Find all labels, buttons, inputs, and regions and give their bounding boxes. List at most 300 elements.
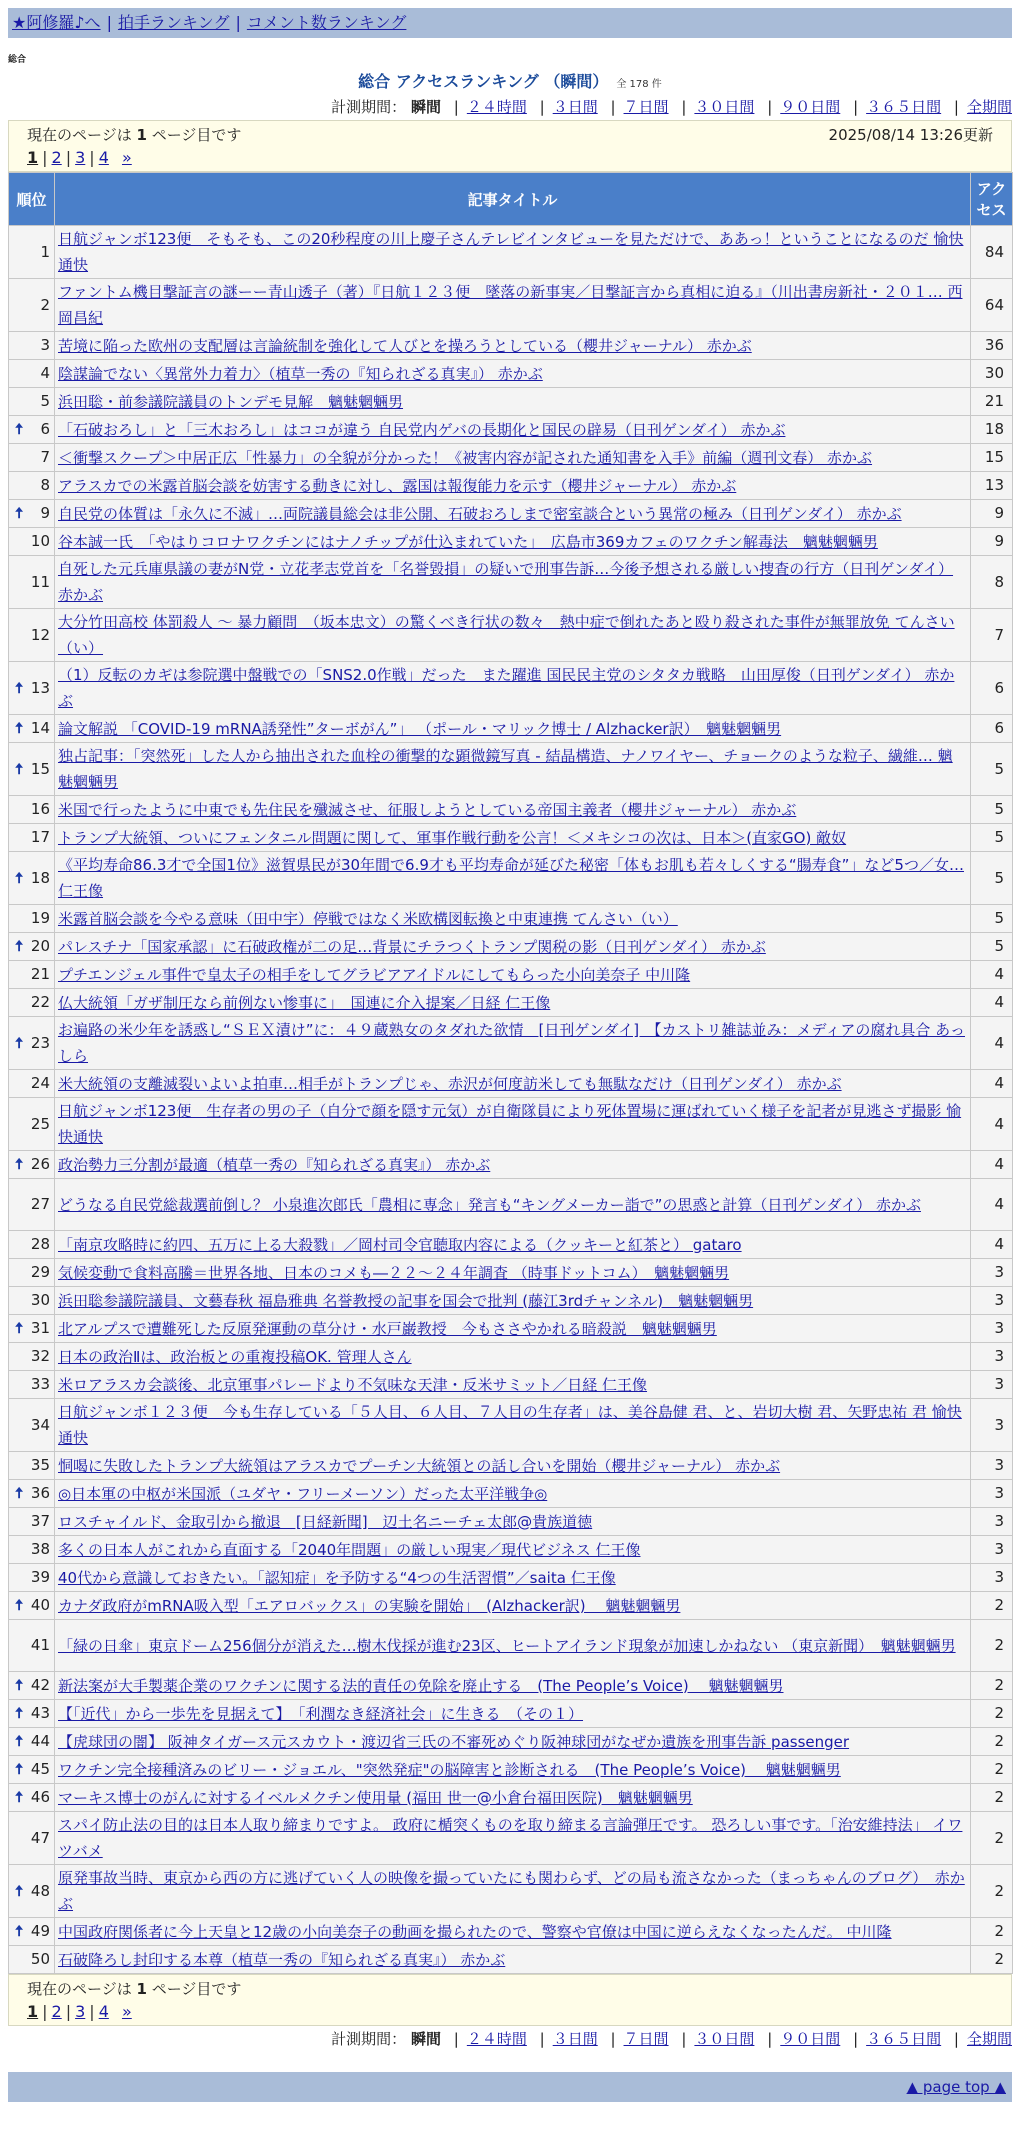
table-row — [9, 1480, 1013, 1508]
table-row — [9, 1287, 1013, 1315]
rank-number: 10 — [30, 532, 50, 550]
table-row — [9, 662, 1013, 715]
rank-up-arrow-icon: 🠅 — [15, 937, 24, 955]
title-header: 記事タイトル — [55, 173, 971, 226]
article-link[interactable]: 苦境に陥った欧州の支配層は言論統制を強化して人びとを操ろうとしている（櫻井ジャーナル） 赤かぶ — [58, 336, 752, 355]
rank-number: 42 — [30, 1676, 50, 1694]
title-cell — [55, 1672, 971, 1700]
table-row — [9, 444, 1013, 472]
access-count: 6 — [971, 662, 1013, 715]
rank-cell — [9, 1865, 55, 1918]
table-row — [9, 1564, 1013, 1592]
table-row — [9, 1070, 1013, 1098]
rank-cell — [9, 715, 55, 743]
rank-number: 24 — [30, 1074, 50, 1092]
access-count: 6 — [971, 715, 1013, 743]
rank-number: 17 — [30, 828, 50, 846]
access-count: 36 — [971, 332, 1013, 360]
rank-up-arrow-icon: 🠅 — [15, 1788, 24, 1806]
rank-number: 18 — [30, 868, 50, 887]
table-row — [9, 1672, 1013, 1700]
rank-up-arrow-icon: 🠅 — [15, 1155, 24, 1173]
period-selector-bottom: 計測期間： 瞬間 | ２４時間 | ３日間 | ７日間 | ３０日間 | ９０日間 | ３６５日間 | 全期間 — [331, 2030, 1012, 2048]
access-count: 64 — [971, 279, 1013, 332]
article-link[interactable]: 中国政府関係者に今上天皇と12歳の小向美奈子の動画を撮られたので、警察や官僚は中国に逆らえなくなったんだ。 中川隆 — [58, 1922, 892, 1941]
article-link[interactable]: 自死した元兵庫県議の妻がN党・立花孝志党首を「名誉毀損」の疑いで刑事告訴…今後予想される厳しい捜査の行方（日刊ゲンダイ） 赤かぶ — [58, 560, 954, 604]
title-cell — [55, 528, 971, 556]
table-row — [9, 1371, 1013, 1399]
rank-number: 4 — [40, 364, 50, 382]
table-row — [9, 1592, 1013, 1620]
article-link[interactable]: マーキス博士のがんに対するイベルメクチン使用量 (福田 世一@小倉台福田医院) 魑魅魍魎男 — [58, 1788, 693, 1807]
rank-cell — [9, 1179, 55, 1231]
period-7d-link[interactable]: ７日間 — [623, 2030, 669, 2048]
table-row — [9, 1812, 1013, 1865]
rank-cell — [9, 609, 55, 662]
article-link[interactable]: 米国で行ったように中東でも先住民を殲滅させ、征服しようとしている帝国主義者（櫻井ジャーナル） 赤かぶ — [58, 800, 797, 819]
period-all-link[interactable]: 全期間 — [966, 2030, 1012, 2048]
title-cell — [55, 1151, 971, 1179]
access-count: 4 — [971, 989, 1013, 1017]
rank-cell — [9, 1231, 55, 1259]
title-cell — [55, 715, 971, 743]
rank-cell — [9, 1700, 55, 1728]
rank-number: 34 — [30, 1415, 50, 1434]
title-cell — [55, 796, 971, 824]
period-30d-link[interactable]: ３０日間 — [694, 2030, 755, 2048]
rank-cell — [9, 1287, 55, 1315]
pagination-top: 現在のページは 1 ページ目です 2025/08/14 13:26更新 1 | 2 | 3 | 4 » — [8, 120, 1012, 172]
period-365d-link[interactable]: ３６５日間 — [866, 2030, 942, 2048]
article-link[interactable]: 政治勢力三分割が最適（植草一秀の『知られざる真実』） 赤かぶ — [58, 1155, 491, 1174]
table-row — [9, 1179, 1013, 1231]
period-90d-link[interactable]: ９０日間 — [780, 2030, 841, 2048]
table-row — [9, 1946, 1013, 1974]
title-cell — [55, 1315, 971, 1343]
access-count: 2 — [971, 1620, 1013, 1672]
title-cell — [55, 360, 971, 388]
table-row — [9, 961, 1013, 989]
article-link[interactable]: ワクチン完全接種済みのビリー・ジョエル、"突然発症"の脳障害と診断される (The People’s Voice) 魑魅魍魎男 — [58, 1760, 841, 1779]
access-count: 21 — [971, 388, 1013, 416]
rank-cell — [9, 472, 55, 500]
table-row — [9, 1865, 1013, 1918]
updated-timestamp: 2025/08/14 13:26更新 — [828, 126, 993, 144]
title-cell — [55, 1536, 971, 1564]
period-7d-link[interactable]: ７日間 — [623, 98, 669, 116]
access-count: 2 — [971, 1756, 1013, 1784]
article-link[interactable]: カナダ政府がmRNA吸入型「エアロバックス」の実験を開始」 (Alzhacker訳) 魑魅魍魎男 — [58, 1596, 681, 1615]
page-3-link[interactable]: 3 — [75, 148, 86, 167]
access-count: 3 — [971, 1564, 1013, 1592]
rank-cell — [9, 743, 55, 796]
top-nav-bar — [8, 8, 1012, 38]
rank-number: 3 — [40, 336, 50, 354]
nav-separator: | — [106, 13, 112, 32]
rank-cell — [9, 1592, 55, 1620]
rank-number: 47 — [30, 1828, 50, 1847]
rank-up-arrow-icon: 🠅 — [15, 1881, 24, 1900]
article-link[interactable]: 「緑の日傘」東京ドーム256個分が消えた…樹木伐採が進む23区、ヒートアイランド現象が加速しかねない （東京新聞） 魑魅魍魎男 — [58, 1636, 956, 1655]
rank-cell — [9, 1812, 55, 1865]
article-link[interactable]: 《平均寿命86.3才で全国1位》滋賀県民が30年間で6.9才も平均寿命が延びた秘密「体もお肌も若々しくする“腸寿食”」など5つ／女… 仁王像 — [58, 856, 964, 900]
rank-up-arrow-icon: 🠅 — [15, 1732, 24, 1750]
rank-number: 15 — [30, 759, 50, 778]
table-row — [9, 556, 1013, 609]
article-link[interactable]: ＜衝撃スクープ＞中居正広「性暴力」の全貌が分かった！《被害内容が記された通知書を入手》前編（週刊文春） 赤かぶ — [58, 448, 873, 467]
ranking-table — [8, 172, 1013, 1974]
article-link[interactable]: ロスチャイルド、金取引から撤退 [日経新聞] 辺土名ニーチェ太郎@貴族道徳 — [58, 1512, 593, 1531]
rank-cell — [9, 1017, 55, 1070]
period-90d-link[interactable]: ９０日間 — [780, 98, 841, 116]
rank-number: 13 — [30, 678, 50, 697]
article-link[interactable]: パレスチナ「国家承認」に石破政権が二の足…背景にチラつくトランプ関税の影（日刊ゲンダイ） 赤かぶ — [58, 937, 766, 956]
access-count: 5 — [971, 796, 1013, 824]
article-link[interactable]: ファントム機目撃証言の謎ーー青山透子（著）『日航１２３便 墜落の新事実／目撃証言から真相に迫る』（川出書房新社・２０１… 西岡昌紀 — [58, 283, 963, 327]
access-count: 3 — [971, 1343, 1013, 1371]
rank-cell — [9, 1259, 55, 1287]
article-link[interactable]: 「南京攻略時に約四、五万に上る大殺戮」／岡村司令官聴取内容による（クッキーと紅茶と） gataro — [58, 1235, 742, 1254]
period-24h-link[interactable]: ２４時間 — [466, 2030, 527, 2048]
rank-number: 31 — [30, 1319, 50, 1337]
access-count: 2 — [971, 1946, 1013, 1974]
rank-cell — [9, 662, 55, 715]
title-cell — [55, 1399, 971, 1452]
rank-up-arrow-icon: 🠅 — [15, 1596, 24, 1614]
article-link[interactable]: アラスカでの米露首脳会談を妨害する動きに対し、露国は報復能力を示す（櫻井ジャーナル） 赤かぶ — [58, 476, 737, 495]
table-row — [9, 715, 1013, 743]
rank-up-arrow-icon: 🠅 — [15, 1033, 24, 1052]
access-count: 4 — [971, 1179, 1013, 1231]
period-label: 計測期間： — [331, 2030, 407, 2048]
article-link[interactable]: お遍路の米少年を誘惑し“ＳＥＸ漬け”に：４９蔵熟女のタダれた欲情 [日刊ゲンダイ] 【カストリ雑誌並み：メディアの腐れ具合 あっしら — [58, 1021, 965, 1065]
title-cell — [55, 662, 971, 715]
access-count: 2 — [971, 1812, 1013, 1865]
access-count: 3 — [971, 1371, 1013, 1399]
article-link[interactable]: 日航ジャンボ123便 そもそも、この20秒程度の川上慶子さんテレビインタビューを見ただけで、ああっ！ということになるのだ 愉快通快 — [58, 230, 964, 274]
next-page-link[interactable]: » — [121, 148, 132, 167]
access-count: 2 — [971, 1728, 1013, 1756]
rank-number: 21 — [30, 965, 50, 983]
table-row — [9, 1536, 1013, 1564]
title-cell — [55, 1812, 971, 1865]
title-cell — [55, 1918, 971, 1946]
article-link[interactable]: スパイ防止法の目的は日本人取り締まりですよ。 政府に楯突くものを取り締まる言論弾圧です。 恐ろしい事です。「治安維持法」 イワツバメ — [58, 1816, 963, 1860]
article-link[interactable]: 米露首脳会談を今やる意味（田中宇）停戦ではなく米欧構図転換と中東連携 てんさい（い） — [58, 909, 678, 928]
rank-number: 30 — [30, 1291, 50, 1309]
rank-number: 12 — [30, 625, 50, 644]
ranking-rows — [9, 226, 1013, 1974]
title-cell — [55, 1231, 971, 1259]
rank-cell — [9, 852, 55, 905]
article-link[interactable]: 陰謀論でない〈異常外力着力〉（植草一秀の『知られざる真実』） 赤かぶ — [58, 364, 543, 383]
period-3d-link[interactable]: ３日間 — [552, 2030, 598, 2048]
rank-up-arrow-icon: 🠅 — [15, 1484, 24, 1502]
access-count: 3 — [971, 1508, 1013, 1536]
rank-number: 14 — [30, 719, 50, 737]
period-24h-link[interactable]: ２４時間 — [466, 98, 527, 116]
table-row — [9, 1315, 1013, 1343]
title-cell — [55, 961, 971, 989]
access-count: 3 — [971, 1315, 1013, 1343]
period-3d-link[interactable]: ３日間 — [552, 98, 598, 116]
rank-number: 33 — [30, 1375, 50, 1393]
rank-number: 37 — [30, 1512, 50, 1530]
period-all-link[interactable]: 全期間 — [966, 98, 1012, 116]
applause-ranking-link[interactable]: 拍手ランキング — [117, 13, 230, 32]
rank-up-arrow-icon: 🠅 — [15, 1704, 24, 1722]
rank-number: 45 — [30, 1760, 50, 1778]
rank-number: 7 — [40, 448, 50, 466]
rank-cell — [9, 1480, 55, 1508]
rank-cell — [9, 796, 55, 824]
access-count: 3 — [971, 1480, 1013, 1508]
rank-cell — [9, 1946, 55, 1974]
table-row — [9, 1343, 1013, 1371]
rank-up-arrow-icon: 🠅 — [15, 420, 24, 438]
access-count: 3 — [971, 1536, 1013, 1564]
rank-cell — [9, 360, 55, 388]
period-365d-link[interactable]: ３６５日間 — [866, 98, 942, 116]
article-link[interactable]: 論文解説 「COVID-19 mRNA誘発性”ターボがん”」 （ポール・マリック博士 / Alzhacker訳） 魑魅魍魎男 — [58, 719, 782, 738]
page-status: 現在のページは 1 ページ目です — [27, 126, 242, 144]
access-count: 5 — [971, 743, 1013, 796]
rank-cell — [9, 933, 55, 961]
rank-cell — [9, 1452, 55, 1480]
table-row — [9, 1098, 1013, 1151]
table-row — [9, 905, 1013, 933]
page-1-link[interactable]: 1 — [27, 148, 39, 167]
title-cell — [55, 556, 971, 609]
access-count: 2 — [971, 1865, 1013, 1918]
rank-number: 44 — [30, 1732, 50, 1750]
rank-cell — [9, 1151, 55, 1179]
title-cell — [55, 1700, 971, 1728]
page-4-link[interactable]: 4 — [98, 148, 109, 167]
access-count: 2 — [971, 1672, 1013, 1700]
rank-cell — [9, 500, 55, 528]
title-cell — [55, 609, 971, 662]
article-link[interactable]: 北アルプスで遭難死した反原発運動の草分け・水戸巌教授 今もささやかれる暗殺説 魑魅魍魎男 — [58, 1319, 717, 1338]
title-cell — [55, 1343, 971, 1371]
rank-number: 27 — [30, 1195, 50, 1213]
comment-ranking-link[interactable]: コメント数ランキング — [246, 13, 407, 32]
article-link[interactable]: 日航ジャンボ123便 生存者の男の子（自分で顔を隠す元気）が自衛隊員により死体置場に運ばれていく様子を記者が見逃さず撮影 愉快通快 — [58, 1102, 962, 1146]
period-label: 計測期間： — [331, 98, 407, 116]
title-cell — [55, 1098, 971, 1151]
rank-cell — [9, 1918, 55, 1946]
access-count: 2 — [971, 1784, 1013, 1812]
table-row — [9, 824, 1013, 852]
access-count: 84 — [971, 226, 1013, 279]
page-4-link[interactable]: 4 — [98, 2002, 109, 2021]
rank-up-arrow-icon: 🠅 — [15, 1676, 24, 1694]
article-link[interactable]: 40代から意識しておきたい。「認知症」を予防する“4つの生活習慣”／saita 仁王像 — [58, 1568, 616, 1587]
access-count: 18 — [971, 416, 1013, 444]
access-count: 8 — [971, 556, 1013, 609]
period-current: 瞬間 — [410, 98, 441, 116]
rank-cell — [9, 1399, 55, 1452]
title-cell — [55, 1756, 971, 1784]
article-link[interactable]: 「石破おろし」と「三木おろし」はココが違う 自民党内ゲバの長期化と国民の辟易（日刊ゲンダイ） 赤かぶ — [58, 420, 786, 439]
nav-separator: | — [235, 13, 241, 32]
rank-cell — [9, 961, 55, 989]
table-row — [9, 1918, 1013, 1946]
access-count: 15 — [971, 444, 1013, 472]
rank-cell — [9, 1536, 55, 1564]
table-row — [9, 796, 1013, 824]
rank-number: 2 — [40, 295, 50, 314]
access-count: 2 — [971, 1918, 1013, 1946]
article-link[interactable]: 【虎球団の闇】 阪神タイガース元スカウト・渡辺省三氏の不審死めぐり阪神球団がなぜか遺族を刑事告訴 passenger — [58, 1732, 850, 1751]
rank-cell — [9, 1672, 55, 1700]
title-cell — [55, 1017, 971, 1070]
article-link[interactable]: 日航ジャンボ１２３便 今も生存している「５人目、６人目、７人目の生存者」は、美谷島健 君、と、岩切大樹 君、矢野忠祐 君 愉快通快 — [58, 1403, 962, 1447]
article-link[interactable]: 浜田聡参議院議員、文藝春秋 福島雅典 名誉教授の記事を国会で批判 (藤江3rdチャンネル) 魑魅魍魎男 — [58, 1291, 754, 1310]
rank-cell — [9, 905, 55, 933]
rank-number: 43 — [30, 1704, 50, 1722]
ranking-title: 総合 アクセスランキング （瞬間） — [358, 72, 609, 91]
title-cell — [55, 444, 971, 472]
rank-cell — [9, 1371, 55, 1399]
table-row — [9, 1784, 1013, 1812]
access-count: 5 — [971, 824, 1013, 852]
page-3-link[interactable]: 3 — [75, 2002, 86, 2021]
access-count: 13 — [971, 472, 1013, 500]
article-link[interactable]: プチエンジェル事件で皇太子の相手をしてグラビアアイドルにしてもらった小向美奈子 中川隆 — [58, 965, 691, 984]
asyura-home-link[interactable]: ★阿修羅♪へ — [12, 13, 101, 32]
article-link[interactable]: 原発事故当時、東京から西の方に逃げていく人の映像を撮っていたにも関わらず、どの局も流さなかった（まっちゃんのブログ） 赤かぶ — [58, 1869, 965, 1913]
table-row — [9, 609, 1013, 662]
title-cell — [55, 1287, 971, 1315]
page-title — [8, 70, 1012, 94]
rank-number: 46 — [30, 1788, 50, 1806]
title-cell — [55, 743, 971, 796]
table-row — [9, 743, 1013, 796]
article-link[interactable]: 独占記事：「突然死」した人から抽出された血栓の衝撃的な顕微鏡写真 - 結晶構造、ナノワイヤー、チョークのような粒子、繊維… 魑魅魍魎男 — [58, 747, 953, 791]
article-link[interactable]: 自民党の体質は「永久に不滅」…両院議員総会は非公開、石破おろしまで密室談合という異常の極み（日刊ゲンダイ） 赤かぶ — [58, 504, 902, 523]
access-count: 3 — [971, 1287, 1013, 1315]
rank-number: 35 — [30, 1456, 50, 1474]
rank-cell — [9, 1098, 55, 1151]
article-link[interactable]: 米大統領の支離滅裂いよいよ拍車…相手がトランプじゃ、赤沢が何度訪米しても無駄なだけ（日刊ゲンダイ） 赤かぶ — [58, 1074, 842, 1093]
title-cell — [55, 1784, 971, 1812]
table-row — [9, 852, 1013, 905]
title-cell — [55, 1728, 971, 1756]
title-cell — [55, 226, 971, 279]
table-row — [9, 1452, 1013, 1480]
article-link[interactable]: 石破降ろし封印する本尊（植草一秀の『知られざる真実』） 赤かぶ — [58, 1950, 506, 1969]
rank-up-arrow-icon: 🠅 — [15, 678, 24, 697]
article-link[interactable]: 【「近代」から一歩先を見据えて】 「利潤なき経済社会」に生きる （その１） — [58, 1704, 584, 1723]
rank-cell — [9, 1728, 55, 1756]
table-row — [9, 472, 1013, 500]
article-link[interactable]: 仏大統領「ガザ制圧なら前例ない惨事に」 国連に介入提案／日経 仁王像 — [58, 993, 551, 1012]
rank-up-arrow-icon: 🠅 — [15, 719, 24, 737]
article-link[interactable]: 日本の政治Ⅱは、政治板との重複投稿OK. 管理人さん — [58, 1347, 412, 1366]
rank-number: 9 — [40, 504, 50, 522]
access-count: 4 — [971, 1098, 1013, 1151]
article-link[interactable]: 新法案が大手製薬企業のワクチンに関する法的責任の免除を廃止する (The People’s Voice) 魑魅魍魎男 — [58, 1676, 784, 1695]
table-row — [9, 989, 1013, 1017]
rank-number: 19 — [30, 909, 50, 927]
access-count: 3 — [971, 1452, 1013, 1480]
period-current: 瞬間 — [410, 2030, 441, 2048]
table-row — [9, 1017, 1013, 1070]
rank-cell — [9, 332, 55, 360]
title-cell — [55, 905, 971, 933]
article-link[interactable]: 浜田聡・前参議院議員のトンデモ見解 魑魅魍魎男 — [58, 392, 404, 411]
title-cell — [55, 1452, 971, 1480]
article-link[interactable]: 多くの日本人がこれから直面する「2040年問題」の厳しい現実／現代ビジネス 仁王像 — [58, 1540, 641, 1559]
access-count: 5 — [971, 852, 1013, 905]
article-link[interactable]: 米ロアラスカ会談後、北京軍事パレードより不気味な天津・反米サミット／日経 仁王像 — [58, 1375, 648, 1394]
page-2-link[interactable]: 2 — [51, 2002, 62, 2021]
rank-number: 40 — [30, 1596, 50, 1614]
access-count: 4 — [971, 961, 1013, 989]
rank-cell — [9, 226, 55, 279]
rank-number: 26 — [30, 1155, 50, 1173]
title-cell — [55, 989, 971, 1017]
title-cell — [55, 852, 971, 905]
rank-cell — [9, 416, 55, 444]
rank-cell — [9, 279, 55, 332]
rank-cell — [9, 1315, 55, 1343]
rank-number: 49 — [30, 1922, 50, 1940]
table-row — [9, 528, 1013, 556]
table-row — [9, 1259, 1013, 1287]
article-link[interactable]: 谷本誠一氏 「やはりコロナワクチンにはナノチップが仕込まれていた」 広島市369カフェのワクチン解毒法 魑魅魍魎男 — [58, 532, 878, 551]
access-count: 2 — [971, 1700, 1013, 1728]
rank-number: 8 — [40, 476, 50, 494]
access-count: 4 — [971, 1017, 1013, 1070]
rank-cell — [9, 388, 55, 416]
bottom-bar — [8, 2072, 1012, 2102]
page-1-link[interactable]: 1 — [27, 2002, 39, 2021]
access-count: 3 — [971, 1259, 1013, 1287]
rank-number: 48 — [30, 1881, 50, 1900]
article-link[interactable]: 気候変動で食料高騰＝世界各地、日本のコメも―２２～２４年調査 （時事ドットコム） 魑魅魍魎男 — [58, 1263, 730, 1282]
page-2-link[interactable]: 2 — [51, 148, 62, 167]
period-30d-link[interactable]: ３０日間 — [694, 98, 755, 116]
title-cell — [55, 500, 971, 528]
rank-number: 41 — [30, 1636, 50, 1654]
rank-number: 11 — [30, 572, 50, 591]
rank-cell — [9, 528, 55, 556]
rank-cell — [9, 1564, 55, 1592]
rank-number: 39 — [30, 1568, 50, 1586]
rank-number: 50 — [30, 1950, 50, 1968]
article-link[interactable]: ◎日本軍の中枢が米国派（ユダヤ・フリーメーソン）だった太平洋戦争◎ — [58, 1484, 548, 1503]
page-top-link[interactable]: ▲ page top ▲ — [906, 2078, 1006, 2096]
article-link[interactable]: 大分竹田高校 体罰殺人 〜 暴力顧問 （坂本忠文）の驚くべき行状の数々 熱中症で倒れたあと殴り殺された事件が無罪放免 てんさい（い） — [58, 613, 955, 657]
article-link[interactable]: どうなる自民党総裁選前倒し？ 小泉進次郎氏「農相に専念」発言も“キングメーカー詣で”の思惑と計算（日刊ゲンダイ） 赤かぶ — [58, 1195, 921, 1214]
table-row — [9, 1399, 1013, 1452]
access-count: 30 — [971, 360, 1013, 388]
table-row — [9, 388, 1013, 416]
article-link[interactable]: トランプ大統領、ついにフェンタニル問題に関して、軍事作戦行動を公言！＜メキシコの次は、日本＞(直家GO) 敵奴 — [58, 828, 847, 847]
title-cell — [55, 416, 971, 444]
article-link[interactable]: 恫喝に失敗したトランプ大統領はアラスカでプーチン大統領との話し合いを開始（櫻井ジャーナル） 赤かぶ — [58, 1456, 781, 1475]
article-link[interactable]: （1）反転のカギは参院選中盤戦での「SNS2.0作戦」だった また躍進 国民民主党のシタタカ戦略 山田厚俊（日刊ゲンダイ） 赤かぶ — [58, 666, 955, 710]
next-page-link[interactable]: » — [121, 2002, 132, 2021]
rank-up-arrow-icon: 🠅 — [15, 504, 24, 522]
access-count: 2 — [971, 1592, 1013, 1620]
table-row — [9, 1231, 1013, 1259]
table-row — [9, 1700, 1013, 1728]
rank-number: 36 — [30, 1484, 50, 1502]
table-row — [9, 1728, 1013, 1756]
